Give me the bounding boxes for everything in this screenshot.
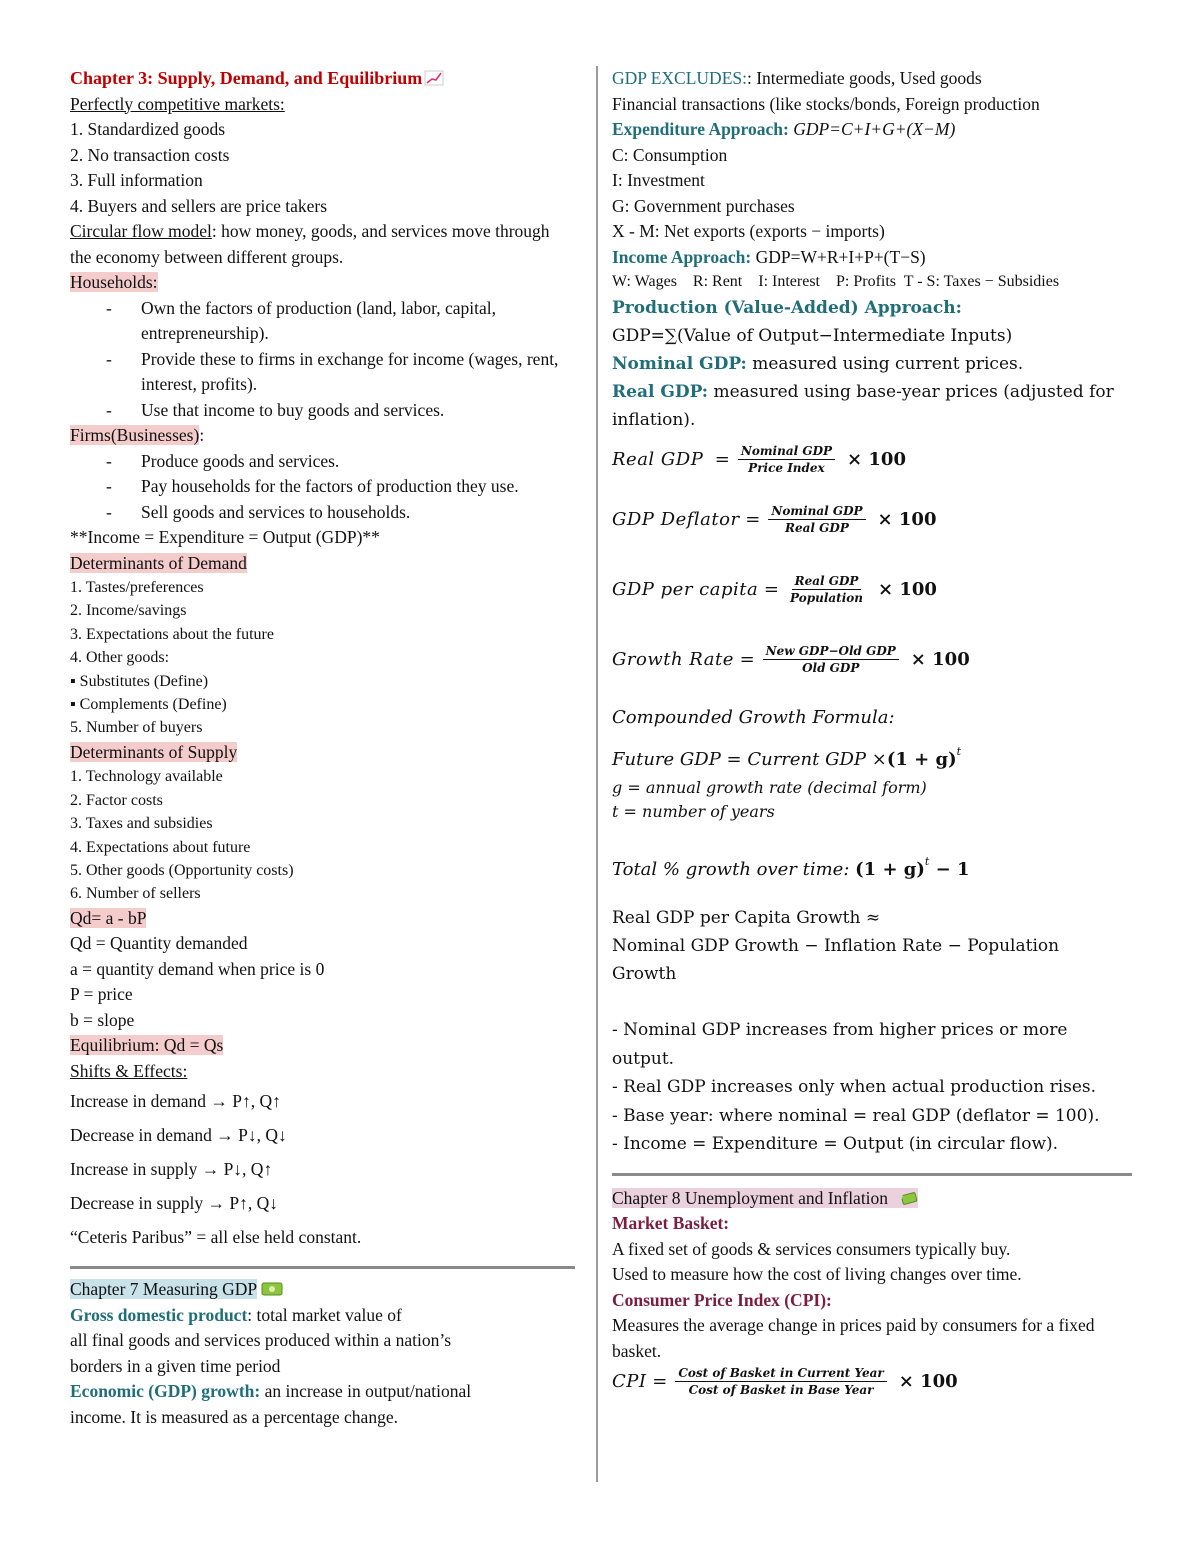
- right-column: [612, 66, 1132, 1398]
- t-definition: t = number of years: [612, 802, 775, 822]
- shift-item: Increase in supply → P↓, Q↑: [70, 1159, 273, 1180]
- supply-item: 5. Other goods (Opportunity costs): [70, 861, 294, 879]
- shift-item: Increase in demand → P↑, Q↑: [70, 1091, 281, 1112]
- nominal-gdp-definition: Nominal GDP: measured using current prices.: [612, 354, 1024, 375]
- expenditure-item: G: Government purchases: [612, 195, 795, 216]
- income-identity: **Income = Expenditure = Output (GDP)**: [70, 527, 380, 547]
- gdp-note: - Base year: where nominal = real GDP (deflator = 100).: [612, 1105, 1100, 1126]
- money-with-wings-icon: [896, 1190, 918, 1206]
- supply-item: 2. Factor costs: [70, 791, 163, 809]
- condition-item: 2. No transaction costs: [70, 144, 230, 165]
- condition-item: 1. Standardized goods: [70, 119, 226, 139]
- market-basket-definition: Used to measure how the cost of living changes over time.: [612, 1264, 1022, 1285]
- chapter-7-title: Chapter 7 Measuring GDP: [70, 1277, 575, 1303]
- qd-definition: Qd = Quantity demanded: [70, 933, 248, 954]
- gdp-definition: Gross domestic product: total market value of: [70, 1304, 402, 1325]
- qd-definition: b = slope: [70, 1009, 135, 1030]
- chapter-8-title: Chapter 8 Unemployment and Inflation: [612, 1186, 1132, 1212]
- households-heading: Households:: [70, 272, 158, 292]
- formula-growth-rate: Growth Rate = $\frac{\text{New GDP−Old GDP}}{\text{Old GDP}}$ × 100: [612, 643, 970, 675]
- income-approach: Income Approach: GDP=W+R+I+P+(T−S): [612, 246, 926, 267]
- production-approach-heading: Production (Value-Added) Approach:: [612, 298, 962, 319]
- left-column: Chapter 3: Supply, Demand, and Equilibrium Perfectly competitive markets: 1. Standardized goods 2. No transaction costs 3. Full information 4. Buyers and sellers are price takers Circular flow model: how money, goods, and services move through the economy between different groups. Households: - Own the factors of production (land, labor, capital, entrepreneurship). - Provide these to firms in exchange for income (wages, rent, interest, profits). - Use that income to buy goods and services. Firms(Businesses): - Produce goods and services. - Pay households for the factors of production they use. - Sell goods and services to households. **Income = Expenditure = Output (GDP)** Determinants of Demand 1. Tastes/preferences 2. Income/savings 3. Expectations about the future 4. Other goods: ▪ Substitutes (Define) ▪ Complements (Define) 5. Number of buyers Determinants of Supply 1. Technology available 2. Factor costs 3. Taxes and subsidies 4. Expectations about future 5. Other goods (Opportunity costs) 6. Number of sellers Qd= a - bP Qd = Quantity demanded a = quantity demand when price is 0 P = price b = slope Equilibrium: Qd = Qs Shifts & Effects: Increase in demand → P↑, Q↑ Decrease in demand → P↓, Q↓ Increase in supply → P↓, Q↑ Decrease in supply → P↑, Q↓ “Ceteris Paribus” = all else held constant. Chapter 7 Measuring GDP Gross domestic product: total market value of all final goods and services produced within a nation’s borders in a given time period Economic (GDP) growth: an increase in output/national income. It is measured as a percentage change.: [70, 66, 575, 1430]
- g-definition: g = annual growth rate (decimal form): [612, 778, 927, 798]
- production-formula: GDP=∑(Value of Output−Intermediate Inputs): [612, 326, 1013, 347]
- qd-definition: a = quantity demand when price is 0: [70, 958, 325, 979]
- ceteris-paribus: “Ceteris Paribus” = all else held constant.: [70, 1227, 362, 1248]
- total-growth-formula: Total % growth over time: $(1 + g)^t - 1$: [612, 855, 970, 881]
- condition-item: 3. Full information: [70, 170, 203, 190]
- chart-increasing-icon: [424, 70, 444, 86]
- expenditure-item: I: Investment: [612, 170, 705, 190]
- qd-definition: P = price: [70, 984, 133, 1005]
- future-gdp-formula: Future GDP = Current GDP $\times(1 + g)^t$: [612, 745, 962, 771]
- firms-item: - Pay households for the factors of production they use.: [106, 476, 519, 496]
- compounded-growth-heading: Compounded Growth Formula:: [612, 707, 895, 729]
- formula-gdp-per-capita: GDP per capita = $\frac{\text{Real GDP}}{\text{Population}}$ × 100: [612, 573, 937, 605]
- cpi-definition: Measures the average change in prices paid by consumers for a fixed basket.: [612, 1315, 1095, 1361]
- per-capita-growth-line: Growth: [612, 964, 677, 985]
- expenditure-item: X - M: Net exports (exports − imports): [612, 221, 885, 241]
- real-gdp-definition: Real GDP: measured using base-year prices (adjusted for inflation).: [612, 382, 1114, 431]
- market-basket-heading: Market Basket:: [612, 1213, 730, 1234]
- households-item: - Use that income to buy goods and services.: [106, 399, 445, 420]
- demand-item: ▪ Substitutes (Define): [70, 672, 209, 690]
- formula-cpi: CPI = $\frac{\text{Cost of Basket in Current Year}}{\text{Cost of Basket in Base Year}}$ × 100: [612, 1365, 958, 1397]
- gdp-definition-cont: borders in a given time period: [70, 1355, 281, 1376]
- money-icon: [261, 1281, 283, 1297]
- circular-flow-definition: Circular flow model: how money, goods, and services move through the economy between different groups.: [70, 221, 550, 267]
- gdp-note: - Nominal GDP increases from higher prices or more output.: [612, 1020, 1068, 1069]
- firms-item: - Sell goods and services to households.: [106, 501, 411, 522]
- qd-formula: Qd= a - bP: [70, 907, 147, 928]
- gdp-excludes: GDP EXCLUDES:: Intermediate goods, Used goods: [612, 68, 982, 88]
- formula-gdp-deflator: GDP Deflator = $\frac{\text{Nominal GDP}}{\text{Real GDP}}$ × 100: [612, 503, 937, 535]
- demand-item: 3. Expectations about the future: [70, 625, 274, 643]
- column-divider: [596, 66, 598, 1482]
- formula-real-gdp: Real GDP = $\frac{\text{Nominal GDP}}{\text{Price Index}}$ × 100: [612, 443, 906, 475]
- demand-item: 2. Income/savings: [70, 602, 187, 620]
- supply-heading: Determinants of Supply: [70, 741, 238, 762]
- supply-item: 3. Taxes and subsidies: [70, 815, 213, 833]
- perfectly-competitive-heading: Perfectly competitive markets:: [70, 93, 285, 114]
- supply-item: 1. Technology available: [70, 768, 223, 786]
- demand-item: 4. Other goods:: [70, 649, 170, 667]
- shift-item: Decrease in demand → P↓, Q↓: [70, 1125, 287, 1146]
- expenditure-item: C: Consumption: [612, 144, 728, 165]
- supply-item: 4. Expectations about future: [70, 838, 251, 856]
- supply-item: 6. Number of sellers: [70, 885, 201, 903]
- income-approach-key: W: Wages R: Rent I: Interest P: Profits T - S: Taxes − Subsidies: [612, 273, 1060, 290]
- firms-item: - Produce goods and services.: [106, 450, 340, 471]
- per-capita-growth-line: Nominal GDP Growth − Inflation Rate − Population: [612, 936, 1060, 957]
- condition-item: 4. Buyers and sellers are price takers: [70, 195, 328, 216]
- demand-heading: Determinants of Demand: [70, 552, 247, 573]
- gdp-note: - Income = Expenditure = Output (in circular flow).: [612, 1134, 1059, 1155]
- cpi-heading: Consumer Price Index (CPI):: [612, 1289, 832, 1310]
- firms-heading: Firms(Businesses): [70, 425, 200, 445]
- households-item: - Provide these to firms in exchange for income (wages, rent, interest, profits).: [106, 348, 559, 394]
- demand-item: ▪ Complements (Define): [70, 696, 227, 714]
- demand-item: 5. Number of buyers: [70, 719, 203, 737]
- gdp-note: - Real GDP increases only when actual production rises.: [612, 1077, 1097, 1098]
- gdp-growth-definition: Economic (GDP) growth: an increase in output/national: [70, 1381, 472, 1402]
- per-capita-growth-line: Real GDP per Capita Growth ≈: [612, 908, 881, 929]
- households-item: - Own the factors of production (land, labor, capital, entrepreneurship).: [106, 297, 497, 343]
- gdp-growth-definition-cont: income. It is measured as a percentage change.: [70, 1406, 398, 1427]
- gdp-excludes-cont: Financial transactions (like stocks/bonds, Foreign production: [612, 93, 1040, 114]
- demand-item: 1. Tastes/preferences: [70, 579, 204, 596]
- expenditure-approach: Expenditure Approach: GDP=C+I+G+(X−M): [612, 119, 956, 139]
- shift-item: Decrease in supply → P↑, Q↓: [70, 1193, 279, 1214]
- shifts-heading: Shifts & Effects:: [70, 1060, 188, 1081]
- gdp-definition-cont: all final goods and services produced within a nation’s: [70, 1330, 452, 1351]
- market-basket-definition: A fixed set of goods & services consumers typically buy.: [612, 1238, 1011, 1259]
- equilibrium-heading: Equilibrium: Qd = Qs: [70, 1035, 224, 1056]
- chapter-3-title: Chapter 3: Supply, Demand, and Equilibrium: [70, 66, 575, 92]
- circular-flow-term: Circular flow model: [70, 221, 212, 241]
